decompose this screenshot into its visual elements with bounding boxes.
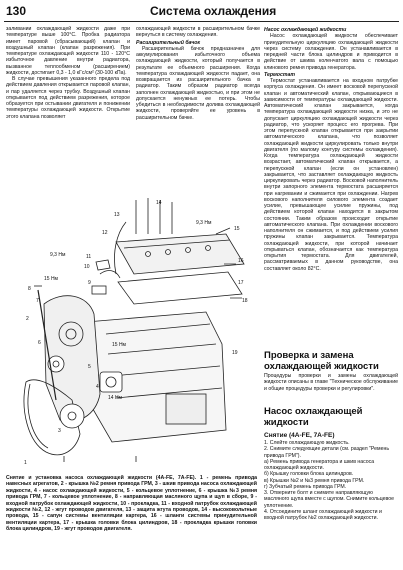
callout: 19: [232, 350, 238, 356]
subheading-expansion-tank: Расширительный бачок: [136, 39, 201, 46]
chapter-title: Система охлаждения: [150, 4, 277, 18]
paragraph: Термостат устанавливается на входном патрубке корпуса охлаждения. Он имеет восковой перепускной клапан и автоматический клапан, открывающиеся в зависимости от температуры охлаждающей жидкости. Автоматический клапан закрывается, когда температура охлаждающей жидкости низка, и это не допускает циркуляцию охлаждающей жидкости через радиатор, что ускоряет процесс его прогрева. При этом перепускной клапан открывается при закрытии автоматического клапана, что позволяет охлаждающей жидкости циркулировать только внутри двигателя (по малому контуру системы охлаждения). Когда температура охлаждающей жидкости возрастает, автоматический клапан открывается, а перепускной клапан (если он установлен) закрывается, что заставляет охлаждающую жидкость циркулировать через радиатор. Восковой наполнитель внутри запорного элемента термостата расширяется при нагревании и сжимается при охлаждении. Нагрев воскового наполнителя силового элемента создает усилие, превышающее усилие пружины, под действием которой клапан находится в закрытом состоянии. Таким образом происходит открытие автоматического клапана. При охлаждении воскового наполнителя он сжимается, и под действием усилия пружины клапан закрывается. Температура охлаждающей жидкости, при которой начинает открываться клапан, обозначается как температура открытия термостата. Для двигателей, рассматриваемых в данном руководстве, она составляет около 82°С.: [264, 78, 398, 272]
subheading-removal: Снятие (4A-FE, 7A-FE): [264, 432, 335, 439]
torque-label: 15 Нм: [112, 342, 126, 348]
section-text-check-replace: Процедуры проверки и замены охлаждающей жидкости описаны в главе "Техническое обслуживание и общие процедуры проверки и регулировки".: [264, 373, 398, 392]
callout: 13: [114, 212, 120, 218]
header-rule: [4, 21, 399, 22]
torque-label: 9,3 Нм: [50, 252, 66, 258]
callout: 4: [96, 384, 99, 390]
paragraph: охлаждающей жидкости в расширительном бачке вернуться в систему охлаждения.: [136, 26, 260, 39]
page-number: 130: [6, 4, 27, 18]
figure-caption: Снятие и установка насоса охлаждающей жидкости (4A-FE, 7A-FE). 1 - ремень привода навесных агрегатов, 2 - крышка №2 ремня привода ГРМ, 3 - шкив привода насоса охлаждающей жидкости, 4 - насос охлаждающей жидкости, 5 - кольцевое уплотнение, 6 - крышка №3 ремня привода ГРМ, 7 - кольцевое уплотнение, 8 - направляющая масляного щупа и щуп в сборе, 9 - входной патрубок охлаждающей жидкости, 10 - прокладка, 11 - входной патрубок охлаждающей жидкости №2, 12 - жгут проводов двигателя, 13 - защита жгута проводов, 14 - высоковольтные провода, 15 - сапун системы вентиляции картера, 16 - шланги системы принудительной вентиляции картера, 17 - крышка головки блока цилиндров, 18 - прокладка крышки головки блока цилиндров, 19 - жгут проводов двигателя.: [6, 475, 257, 533]
step: 1. Слейте охлаждающую жидкость.: [264, 440, 350, 446]
callout: 17: [238, 280, 244, 286]
step: 4. Отсоедините шланг охлаждающей жидкости и входной патрубок №2 охлаждающей жидкости.: [264, 508, 382, 521]
callout: 18: [242, 298, 248, 304]
paragraph: Насос охлаждающей жидкости обеспечивает принудительную циркуляцию охлаждающей жидкости через систему охлаждения. Он устанавливается в передней части блока цилиндров и приводится в действие от шкива коленчатого вала с помощью клинового ремня привода генератора.: [264, 33, 398, 71]
callout: 10: [84, 264, 90, 270]
torque-label: 14 Нм: [108, 395, 122, 401]
paragraph: В случае превышения указанного предела под действием давления открывается паровой клапан, и пар удаляется через трубку. Воздушный клапан открывается под действием разрежения, которое образуется при остывании двигателя и понижении температуры охлаждающей жидкости. Открытие этого клапана позволяет: [6, 76, 130, 120]
callout: 7: [36, 298, 39, 304]
torque-label: 15 Нм: [44, 276, 58, 282]
removal-steps: [264, 432, 398, 521]
callout: 8: [28, 286, 31, 292]
text-column-2: [136, 26, 260, 121]
callout: 6: [38, 340, 41, 346]
subheading-coolant-pump: Насос охлаждающей жидкости: [264, 27, 347, 33]
text-column-3: [264, 26, 398, 272]
callout: 5: [88, 364, 91, 370]
callout: 2: [26, 316, 29, 322]
text-column-1: [6, 26, 130, 120]
step: 2. Снимите следующие детали (см. раздел "Ремень привода ГРМ").: [264, 446, 390, 459]
callout: 1: [24, 460, 27, 466]
section-title-check-replace: Проверка и замена охлаждающей жидкости: [264, 350, 379, 372]
callout: 14: [156, 200, 162, 206]
subheading-thermostat: Термостат: [264, 71, 295, 78]
exploded-view-figure: [16, 194, 251, 470]
step: в) Крышки №2 и №3 ремня привода ГРМ.: [264, 477, 365, 484]
callout: 9: [88, 280, 91, 286]
step: б) Крышку головки блока цилиндров.: [264, 471, 354, 478]
paragraph: Расширительный бачок предназначен для аккумулирования избыточного объема охлаждающей жидкости, который получается в результате ее объемного расширения. Когда температура охлаждающей жидкости падает, она возвращается из расширительного бачка в радиатор. Таким образом радиатор всегда заполнен охлаждающей жидкостью, и при этом не допускается ненужных ее потерь. Чтобы убедиться в необходимости долива охлаждающей жидкости, проверяйте ее уровень в расширительном бачке.: [136, 45, 260, 121]
step: г) Зубчатый ремень привода ГРМ.: [264, 483, 347, 490]
callout: 3: [58, 428, 61, 434]
step: 3. Отверните болт и снимите направляющую масляного щупа вместе с щупом. Снимите кольцевое уплотнение.: [264, 490, 394, 509]
callout: 12: [102, 230, 108, 236]
callout: 11: [86, 254, 92, 260]
callout: 15: [234, 226, 240, 232]
callout: 16: [238, 258, 244, 264]
torque-label: 9,3 Нм: [196, 220, 212, 226]
section-title-coolant-pump: Насос охлаждающей жидкости: [264, 406, 363, 428]
step: а) Ремень привода генератора и шкив насоса охлаждающей жидкости.: [264, 458, 375, 471]
paragraph: заливании охлаждающей жидкости даже при температуре выше 100°С. Пробка радиатора имеет паровой (сбрасывающий) клапан и воздушный клапан (клапан разрежения). При температуре охлаждающей жидкости 110 - 120°С избыточное давление внутри радиатора, вызванное теплообменом (расширением) жидкости, достигает 0,3 - 1,0 кГс/см² (30-100 кПа).: [6, 26, 130, 76]
